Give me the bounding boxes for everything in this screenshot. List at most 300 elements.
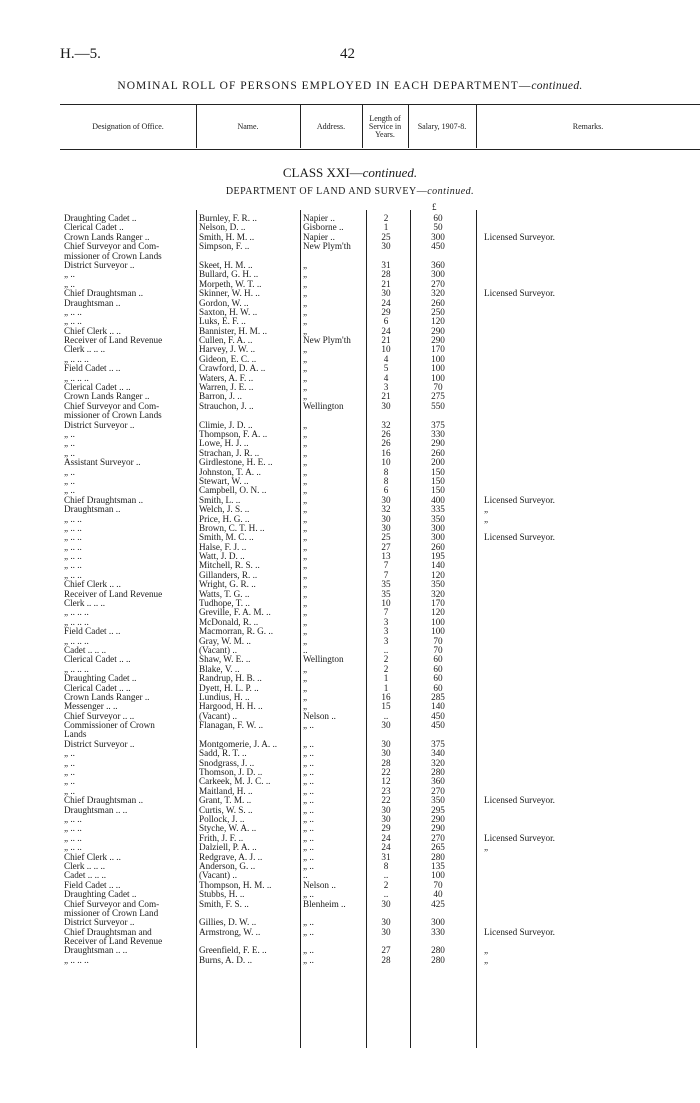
cell-name: Lowe, H. J. ..: [199, 438, 249, 449]
cell-address: „: [303, 259, 308, 270]
cell-name: Simpson, F. ..: [199, 241, 250, 252]
cell-salary: 450: [431, 720, 445, 731]
cell-designation: „ ..: [64, 748, 75, 759]
cell-name: Redgrave, A. J. ..: [199, 851, 263, 862]
cell-salary: 100: [431, 363, 445, 374]
cell-name: Randrup, H. B. ..: [199, 673, 262, 684]
cell-designation: Chief Surveyor and Com-: [64, 898, 160, 909]
cell-designation: Draughting Cadet ..: [64, 673, 137, 684]
cell-address: „: [303, 588, 308, 599]
cell-length: 22: [381, 795, 391, 806]
cell-name: Welch, J. S. ..: [199, 504, 250, 515]
cell-remarks: Licensed Surveyor.: [484, 832, 555, 843]
cell-length: 5: [383, 363, 389, 374]
table-row: [0, 430, 700, 439]
cell-designation: Clerical Cadet .. ..: [64, 682, 131, 693]
cell-designation: Chief Draughtsman ..: [64, 288, 144, 299]
cell-salary: 260: [431, 447, 445, 458]
table-row: [0, 336, 700, 345]
cell-name: McDonald, R. ..: [199, 616, 259, 627]
cell-address: „ ..: [303, 757, 314, 768]
cell-salary: 275: [431, 391, 445, 402]
cell-designation: Receiver of Land Revenue: [64, 335, 163, 346]
staff-table: [0, 214, 700, 965]
table-row: [0, 834, 700, 843]
cell-name: Frith, J. F. ..: [199, 832, 244, 843]
cell-address: „ ..: [303, 823, 314, 834]
cell-name: Thompson, F. A. ..: [199, 428, 268, 439]
cell-address: „: [303, 382, 308, 393]
cell-address: „: [303, 663, 308, 674]
cell-address: Wellington: [303, 400, 344, 411]
cell-address: „: [303, 466, 308, 477]
cell-length: 28: [381, 757, 391, 768]
cell-name: Hargood, H. H. ..: [199, 701, 263, 712]
cell-designation: „ ..: [64, 485, 75, 496]
cell-length: 13: [381, 551, 391, 562]
cell-address: „: [303, 569, 308, 580]
cell-designation: Clerical Cadet ..: [64, 222, 124, 233]
col-header-name: Name.: [237, 122, 259, 131]
cell-length: 27: [381, 541, 391, 552]
cell-length: 30: [381, 898, 391, 909]
cell-name: Armstrong, W. ..: [199, 926, 261, 937]
cell-length: 31: [381, 259, 391, 270]
cell-name: Gordon, W. ..: [199, 297, 249, 308]
cell-address: „: [303, 372, 308, 383]
cell-name: Brown, C. T. H. ..: [199, 522, 265, 533]
cell-designation: „ .. ..: [64, 560, 82, 571]
table-row: [0, 505, 700, 514]
cell-length: ..: [383, 870, 389, 881]
cell-length: 32: [381, 504, 391, 515]
cell-address: „: [303, 325, 308, 336]
cell-address: „: [303, 494, 308, 505]
cell-salary: 300: [431, 532, 445, 543]
cell-name: Smith, F. S. ..: [199, 898, 249, 909]
table-row: [0, 768, 700, 777]
cell-name: Climie, J. D. ..: [199, 419, 253, 430]
cell-length: 30: [381, 814, 391, 824]
cell-length: 16: [381, 691, 391, 702]
cell-designation: „ .. ..: [64, 569, 82, 580]
cell-designation: „ ..: [64, 278, 75, 289]
cell-length: 27: [381, 945, 391, 956]
cell-address: ..: [303, 870, 308, 881]
col-header-length: Length of Service in Years.: [368, 114, 402, 139]
table-row: [0, 590, 700, 599]
cell-name: Styche, W. A. ..: [199, 823, 257, 834]
cell-salary: 320: [431, 588, 445, 599]
cell-length: 30: [381, 926, 391, 937]
cell-name: Luks, E. F. ..: [199, 316, 246, 327]
cell-designation: missioner of Crown Lands: [64, 410, 162, 421]
cell-salary: 270: [431, 832, 445, 843]
cell-address: „: [303, 551, 308, 562]
cell-designation: District Surveyor ..: [64, 419, 135, 430]
cell-designation: „ .. ..: [64, 522, 82, 533]
cell-salary: 70: [433, 879, 443, 890]
cell-salary: 300: [431, 269, 445, 280]
col-rule: [362, 104, 363, 148]
page-title-main: NOMINAL ROLL OF PERSONS EMPLOYED IN EACH DEPARTMENT—: [117, 80, 532, 92]
cell-salary: 260: [431, 541, 445, 552]
cell-address: „ ..: [303, 804, 314, 815]
cell-address: Napier ..: [303, 231, 335, 242]
cell-designation: „ ..: [64, 785, 75, 796]
cell-name: Cullen, F. A. ..: [199, 335, 253, 346]
cell-salary: 360: [431, 776, 445, 787]
cell-salary: 330: [431, 428, 445, 439]
cell-address: „ ..: [303, 814, 314, 824]
cell-length: 30: [381, 494, 391, 505]
cell-length: 30: [381, 748, 391, 759]
cell-remarks: Licensed Surveyor.: [484, 532, 555, 543]
cell-address: „ ..: [303, 832, 314, 843]
cell-name: Harvey, J. W. ..: [199, 344, 256, 355]
cell-designation: Lands: [64, 729, 87, 740]
cell-designation: „ ..: [64, 269, 75, 280]
page-number: 42: [340, 46, 355, 62]
table-row: [0, 561, 700, 570]
cell-designation: Draughtsman .. ..: [64, 804, 128, 815]
cell-length: 29: [381, 306, 391, 317]
cell-length: 2: [383, 879, 389, 890]
cell-length: 31: [381, 851, 391, 862]
cell-address: „: [303, 278, 308, 289]
cell-designation: „ .. ..: [64, 316, 82, 327]
cell-length: 28: [381, 269, 391, 280]
cell-length: 30: [381, 522, 391, 533]
table-row: [0, 308, 700, 317]
cell-length: 4: [383, 353, 389, 364]
cell-salary: 285: [431, 691, 445, 702]
cell-designation: Draughtsman ..: [64, 504, 121, 515]
cell-salary: 100: [431, 353, 445, 364]
cell-length: 24: [381, 297, 391, 308]
cell-designation: Chief Clerk .. ..: [64, 851, 121, 862]
cell-designation: „ .. ..: [64, 541, 82, 552]
cell-designation: Crown Lands Ranger ..: [64, 391, 150, 402]
cell-address: „ ..: [303, 767, 314, 778]
cell-address: „: [303, 701, 308, 712]
cell-name: Maitland, H. ..: [199, 785, 253, 796]
cell-salary: 450: [431, 710, 445, 721]
cell-designation: Clerk .. .. ..: [64, 344, 106, 355]
cell-address: „: [303, 447, 308, 458]
cell-salary: 300: [431, 522, 445, 533]
cell-name: Johnston, T. A. ..: [199, 466, 261, 477]
cell-length: 2: [383, 213, 389, 223]
cell-designation: Receiver of Land Revenue: [64, 588, 163, 599]
cell-designation: „ .. ..: [64, 832, 82, 843]
cell-address: Napier ..: [303, 213, 335, 223]
cell-name: Price, H. G. ..: [199, 513, 250, 524]
cell-address: New Plym'th: [303, 241, 351, 252]
table-row: [0, 552, 700, 561]
cell-salary: 60: [433, 682, 443, 693]
class-title-continued: continued.: [362, 165, 418, 180]
cell-name: Tudhope, T. ..: [199, 598, 250, 609]
cell-address: „ ..: [303, 795, 314, 806]
cell-address: „: [303, 635, 308, 646]
cell-name: (Vacant) ..: [199, 710, 238, 721]
cell-address: „ ..: [303, 917, 314, 928]
cell-salary: 100: [431, 616, 445, 627]
cell-salary: 280: [431, 767, 445, 778]
cell-salary: 425: [431, 898, 445, 909]
column-headers: [60, 104, 700, 150]
cell-designation: Crown Lands Ranger ..: [64, 231, 150, 242]
cell-name: Gillies, D. W. ..: [199, 917, 257, 928]
cell-address: „: [303, 560, 308, 571]
col-rule: [408, 104, 409, 148]
cell-length: 30: [381, 720, 391, 731]
table-row: [0, 364, 700, 373]
cell-designation: „ .. .. ..: [64, 635, 89, 646]
cell-address: „: [303, 344, 308, 355]
cell-name: Skeet, H. M. ..: [199, 259, 253, 270]
cell-length: 30: [381, 400, 391, 411]
table-row: [0, 270, 700, 279]
cell-length: 6: [383, 485, 389, 496]
cell-length: 3: [383, 626, 389, 637]
table-row: [0, 439, 700, 448]
cell-address: „ ..: [303, 748, 314, 759]
cell-length: 24: [381, 325, 391, 336]
cell-address: „: [303, 485, 308, 496]
cell-address: „: [303, 353, 308, 364]
cell-designation: Chief Surveyor and Com-: [64, 241, 160, 252]
table-row: [0, 345, 700, 354]
cell-name: Bannister, H. M. ..: [199, 325, 268, 336]
cell-length: 35: [381, 579, 391, 590]
cell-name: Blake, V. ..: [199, 663, 240, 674]
cell-salary: 265: [431, 842, 445, 853]
cell-address: „: [303, 363, 308, 374]
table-row: [0, 477, 700, 486]
cell-designation: „ ..: [64, 428, 75, 439]
cell-salary: 100: [431, 372, 445, 383]
page-title: [0, 80, 700, 92]
cell-length: 1: [383, 222, 389, 233]
cell-address: „ ..: [303, 738, 314, 749]
cell-name: Burns, A. D. ..: [199, 954, 253, 965]
cell-salary: 360: [431, 259, 445, 270]
cell-length: 30: [381, 738, 391, 749]
cell-length: 7: [383, 569, 389, 580]
cell-salary: 120: [431, 316, 445, 327]
cell-name: Gillanders, R. ..: [199, 569, 258, 580]
cell-address: ..: [303, 644, 308, 655]
cell-designation: „ .. .. ..: [64, 663, 89, 674]
cell-name: Snodgrass, J. ..: [199, 757, 255, 768]
cell-remarks: „: [484, 945, 489, 956]
cell-length: 12: [381, 776, 391, 787]
cell-designation: Field Cadet .. ..: [64, 363, 121, 374]
cell-name: Smith, L. ..: [199, 494, 241, 505]
cell-address: „: [303, 316, 308, 327]
cell-name: Lundius, H. ..: [199, 691, 250, 702]
cell-salary: 150: [431, 475, 445, 486]
cell-address: „: [303, 532, 308, 543]
cell-salary: 450: [431, 241, 445, 252]
cell-salary: 120: [431, 607, 445, 618]
cell-remarks: „: [484, 504, 489, 515]
class-title: [0, 165, 700, 181]
cell-designation: District Surveyor ..: [64, 259, 135, 270]
cell-designation: „ ..: [64, 466, 75, 477]
cell-designation: Chief Clerk .. ..: [64, 325, 121, 336]
cell-name: Greville, F. A. M. ..: [199, 607, 271, 618]
cell-length: 10: [381, 457, 391, 468]
cell-salary: 400: [431, 494, 445, 505]
cell-designation: District Surveyor ..: [64, 917, 135, 928]
cell-salary: 100: [431, 626, 445, 637]
cell-name: Dyett, H. L. P. ..: [199, 682, 259, 693]
cell-name: Gideon, E. C. ..: [199, 353, 257, 364]
cell-designation: „ .. ..: [64, 532, 82, 543]
cell-salary: 375: [431, 419, 445, 430]
cell-address: „: [303, 297, 308, 308]
cell-designation: „ .. .. ..: [64, 616, 89, 627]
cell-salary: 140: [431, 701, 445, 712]
col-rule: [476, 104, 477, 148]
cell-designation: „ ..: [64, 767, 75, 778]
cell-name: Macmorran, R. G. ..: [199, 626, 273, 637]
cell-length: 28: [381, 954, 391, 965]
cell-designation: Chief Surveyor .. ..: [64, 710, 135, 721]
cell-salary: 250: [431, 306, 445, 317]
table-row: [0, 956, 700, 965]
table-row: [0, 599, 700, 608]
cell-length: 30: [381, 513, 391, 524]
cell-designation: missioner of Crown Land: [64, 907, 159, 918]
cell-address: „: [303, 607, 308, 618]
cell-length: 30: [381, 288, 391, 299]
cell-salary: 350: [431, 513, 445, 524]
table-row: [0, 806, 700, 815]
cell-salary: 330: [431, 926, 445, 937]
cell-salary: 70: [433, 382, 443, 393]
cell-length: 7: [383, 607, 389, 618]
cell-address: „ ..: [303, 720, 314, 731]
document-reference: H.—5.: [60, 46, 101, 62]
cell-remarks: Licensed Surveyor.: [484, 795, 555, 806]
cell-salary: 70: [433, 635, 443, 646]
cell-address: Nelson ..: [303, 710, 336, 721]
cell-name: Waters, A. F. ..: [199, 372, 254, 383]
cell-name: Carkeek, M. J. C. ..: [199, 776, 271, 787]
table-row: [0, 749, 700, 758]
cell-name: Crawford, D. A. ..: [199, 363, 266, 374]
table-row: [0, 515, 700, 524]
cell-salary: 320: [431, 757, 445, 768]
cell-salary: 350: [431, 795, 445, 806]
col-header-address: Address.: [316, 122, 346, 131]
cell-salary: 300: [431, 231, 445, 242]
cell-salary: 150: [431, 485, 445, 496]
cell-address: „ ..: [303, 785, 314, 796]
cell-designation: Chief Surveyor and Com-: [64, 400, 160, 411]
cell-address: „: [303, 691, 308, 702]
cell-salary: 290: [431, 823, 445, 834]
cell-designation: Field Cadet .. ..: [64, 626, 121, 637]
cell-designation: „ .. .. ..: [64, 607, 89, 618]
cell-salary: 195: [431, 551, 445, 562]
cell-remarks: Licensed Surveyor.: [484, 288, 555, 299]
cell-address: Gisborne ..: [303, 222, 344, 233]
table-row: [0, 721, 700, 730]
cell-address: Nelson ..: [303, 879, 336, 890]
table-row: [0, 759, 700, 768]
cell-address: „: [303, 269, 308, 280]
table-row: [0, 824, 700, 833]
cell-name: Grant, T. M. ..: [199, 795, 252, 806]
cell-designation: „ .. .. ..: [64, 954, 89, 965]
cell-name: Mitchell, R. S. ..: [199, 560, 260, 571]
cell-designation: Chief Draughtsman ..: [64, 795, 144, 806]
cell-designation: Messenger .. ..: [64, 701, 118, 712]
cell-name: Montgomerie, J. A. ..: [199, 738, 278, 749]
cell-designation: „ .. .. ..: [64, 353, 89, 364]
cell-length: 25: [381, 532, 391, 543]
cell-address: „: [303, 391, 308, 402]
cell-remarks: „: [484, 842, 489, 853]
cell-address: „ ..: [303, 954, 314, 965]
cell-length: 24: [381, 842, 391, 853]
table-row: [0, 421, 700, 430]
cell-length: 2: [383, 654, 389, 665]
cell-salary: 280: [431, 954, 445, 965]
cell-remarks: „: [484, 513, 489, 524]
cell-designation: Draughting Cadet ..: [64, 889, 137, 900]
cell-length: 10: [381, 344, 391, 355]
col-header-designation: Designation of Office.: [92, 122, 164, 131]
cell-name: Halse, F. J. ..: [199, 541, 247, 552]
cell-name: Saxton, H. W. ..: [199, 306, 258, 317]
cell-designation: Draughtsman .. ..: [64, 945, 128, 956]
cell-designation: „ .. ..: [64, 306, 82, 317]
cell-designation: Assistant Surveyor ..: [64, 457, 141, 468]
cell-length: 23: [381, 785, 391, 796]
cell-salary: 60: [433, 213, 443, 223]
cell-designation: Draughtsman ..: [64, 297, 121, 308]
cell-designation: Chief Clerk .. ..: [64, 579, 121, 590]
table-row: [0, 468, 700, 477]
cell-address: Blenheim ..: [303, 898, 346, 909]
cell-address: „ ..: [303, 889, 314, 900]
cell-salary: 290: [431, 325, 445, 336]
cell-length: 2: [383, 663, 389, 674]
cell-length: 16: [381, 447, 391, 458]
col-header-salary: Salary, 1907-8.: [417, 122, 467, 131]
department-title-main: DEPARTMENT OF LAND AND SURVEY—: [225, 186, 428, 197]
cell-name: Sadd, R. T. ..: [199, 748, 247, 759]
page-title-continued: continued.: [531, 80, 583, 92]
cell-designation: „ ..: [64, 776, 75, 787]
cell-name: Gray, W. M. ..: [199, 635, 251, 646]
cell-length: 30: [381, 241, 391, 252]
cell-name: Girdlestone, H. E. ..: [199, 457, 273, 468]
cell-name: Watt, J. D. ..: [199, 551, 245, 562]
cell-address: „ ..: [303, 860, 314, 871]
table-row: [0, 853, 700, 862]
cell-address: „ ..: [303, 851, 314, 862]
cell-salary: 280: [431, 851, 445, 862]
table-row: [0, 261, 700, 270]
cell-name: (Vacant) ..: [199, 644, 238, 655]
